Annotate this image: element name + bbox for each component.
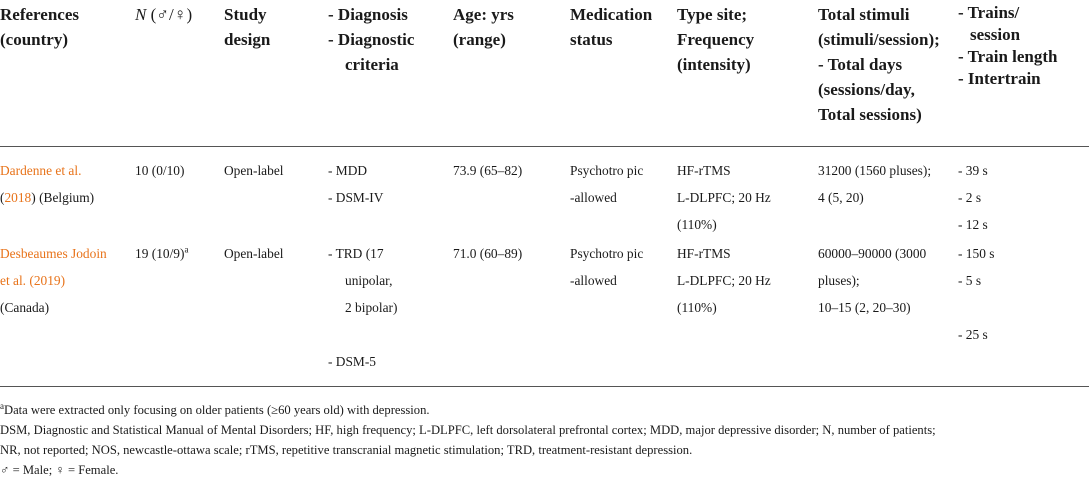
header-type-site: Type site; Frequency (intensity) xyxy=(677,5,755,74)
table-row-2-type-site: HF-rTMS L-DLPFC; 20 Hz (110%) xyxy=(677,246,771,315)
reference-link[interactable]: Dardenne et al. xyxy=(0,163,82,178)
table-bottom-divider xyxy=(0,386,1089,387)
header-n: N (♂/♀) xyxy=(135,5,193,24)
year-link[interactable]: 2019 xyxy=(33,273,61,288)
table-row-1-diagnosis: - MDD - DSM-IV xyxy=(328,163,384,205)
table-row-1-design: Open-label xyxy=(224,163,284,178)
footnote-a: $^a$Data were extracted only focusing on older patients (≥60 years old) with depression. xyxy=(0,400,430,417)
header-age: Age: yrs (range) xyxy=(453,5,514,49)
header-total-stimuli: Total stimuli (stimuli/session); - Total days (sessions/day, Total sessions) xyxy=(818,5,940,124)
year-link[interactable]: 2018 xyxy=(4,190,32,205)
header-divider xyxy=(0,146,1089,147)
table-row-1-type-site: HF-rTMS L-DLPFC; 20 Hz (110%) xyxy=(677,163,771,232)
table-row-2-diagnosis: - TRD (17 unipolar, 2 bipolar) - DSM-5 xyxy=(328,246,398,369)
table-row-2-total-stimuli: 60000–90000 (3000 pluses); 10–15 (2, 20–30) xyxy=(818,246,927,315)
footnote-abbreviations: DSM, Diagnostic and Statistical Manual of Mental Disorders; HF, high frequency; L-DLPFC, left dorsolateral prefrontal cortex; MDD, major depressive disorder; N, number of patients; xyxy=(0,423,936,437)
table-row-1-total-stimuli: 31200 (1560 pluses); 4 (5, 20) xyxy=(818,163,932,205)
header-trains: - Trains/ session - Train length - Intertrain xyxy=(958,3,1058,88)
table-row-1-n: 10 (0/10) xyxy=(135,163,185,178)
footnote-sex-symbols: ♂ = Male; ♀ = Female. xyxy=(0,463,119,477)
table-row-1-reference: Dardenne et al. (2018) (Belgium) xyxy=(0,163,95,205)
footnote-marker: a xyxy=(184,244,189,255)
table-row-2-reference: Desbeaumes Jodoin et al. (2019) (Canada) xyxy=(0,246,107,315)
table-row-2-age: 71.0 (60–89) xyxy=(453,246,523,261)
table-row-1-age: 73.9 (65–82) xyxy=(453,163,523,178)
table-row-1-medication: Psychotro pic -allowed xyxy=(570,163,644,205)
reference-link-cont[interactable]: et al. ( xyxy=(0,273,34,288)
header-references: References (country) xyxy=(0,5,79,49)
footnote-abbreviations-cont: NR, not reported; NOS, newcastle-ottawa scale; rTMS, repetitive transcranial magnetic stimulation; TRD, treatment-resistant depression. xyxy=(0,443,693,457)
header-medication: Medication status xyxy=(570,5,653,49)
table-row-2-design: Open-label xyxy=(224,246,284,261)
table-row-2-n: 19 $(10/9)^a$ xyxy=(135,244,189,261)
table-row-1-trains: - 39 s - 2 s - 12 s xyxy=(958,163,988,232)
header-diagnosis: - Diagnosis - Diagnostic criteria xyxy=(328,5,415,74)
header-study-design: Study design xyxy=(224,5,271,49)
table-row-2-trains: - 150 s - 5 s - 25 s xyxy=(958,246,995,342)
reference-link[interactable]: Desbeaumes Jodoin xyxy=(0,246,107,261)
table-row-2-medication: Psychotro pic -allowed xyxy=(570,246,644,288)
